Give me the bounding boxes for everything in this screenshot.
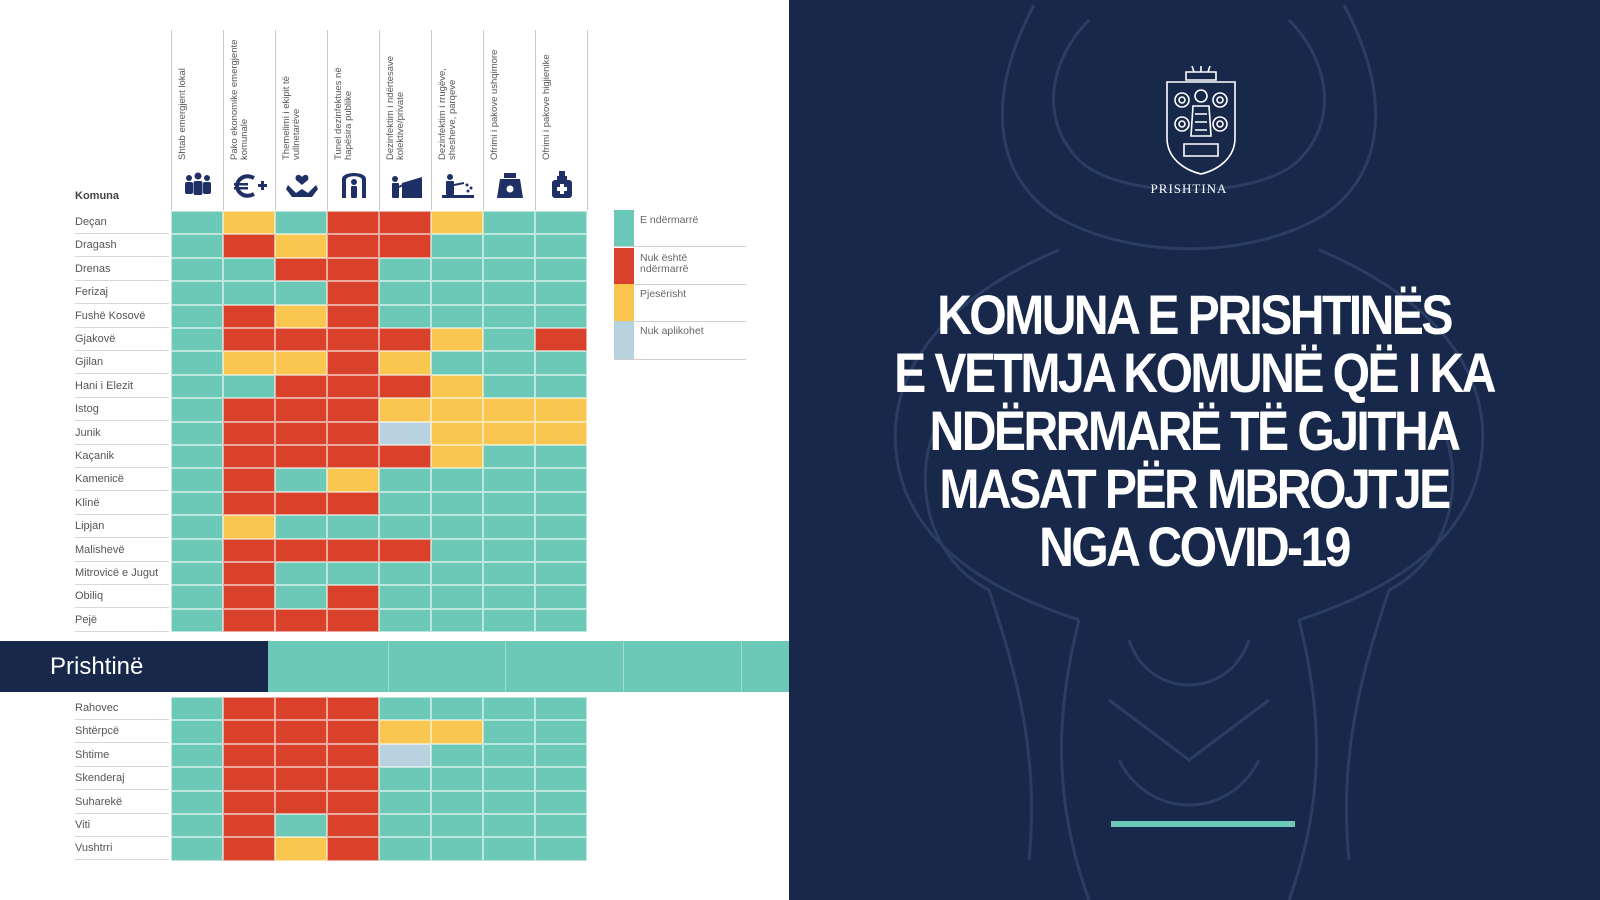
heatmap-cell [327, 791, 379, 814]
heatmap-cell [535, 258, 587, 281]
row-label: Vushtrri [75, 837, 169, 860]
heatmap-cell [275, 468, 327, 491]
title-panel [789, 0, 1600, 900]
heatmap-cell [379, 515, 431, 538]
heatmap-cell [431, 515, 483, 538]
heatmap-cell [379, 814, 431, 837]
heatmap-cell [379, 720, 431, 743]
heatmap-cell [275, 234, 327, 257]
heatmap-cell [223, 468, 275, 491]
heatmap-cell [431, 211, 483, 234]
heatmap-cell [223, 492, 275, 515]
row-label: Istog [75, 398, 169, 421]
heatmap-cell [171, 492, 223, 515]
heatmap-cell [483, 445, 535, 468]
heatmap-cell [223, 767, 275, 790]
headline-line: MASAT PËR MBROJTJE [939, 457, 1449, 520]
heatmap-cell [275, 281, 327, 304]
heatmap-cell [275, 837, 327, 860]
heatmap-cell [431, 445, 483, 468]
heatmap-cell [431, 814, 483, 837]
column-header [223, 30, 276, 210]
heatmap-cell [379, 492, 431, 515]
heatmap-cell [171, 258, 223, 281]
heatmap-cell [171, 398, 223, 421]
heatmap-cell [535, 744, 587, 767]
highlight-row-label: Prishtinë [0, 641, 268, 692]
heatmap-cell [223, 744, 275, 767]
heatmap-cell [275, 515, 327, 538]
highlight-row-divider [505, 641, 506, 692]
heatmap-cell [171, 375, 223, 398]
row-label: Junik [75, 422, 169, 445]
heatmap-cell [483, 697, 535, 720]
heatmap-cell [483, 585, 535, 608]
heatmap-cell [171, 837, 223, 860]
heatmap-cell [171, 791, 223, 814]
row-label: Hani i Elezit [75, 375, 169, 398]
highlight-row-strip [268, 641, 789, 692]
row-label: Skenderaj [75, 767, 169, 790]
heatmap-cell [431, 744, 483, 767]
heatmap-cell [535, 422, 587, 445]
heatmap-cell [171, 234, 223, 257]
heatmap-cell [223, 234, 275, 257]
heatmap-cell [431, 328, 483, 351]
heatmap-cell [223, 375, 275, 398]
heatmap-cell [171, 539, 223, 562]
heatmap-cell [431, 791, 483, 814]
heatmap-cell [535, 791, 587, 814]
heatmap-cell [535, 328, 587, 351]
heatmap-cell [275, 398, 327, 421]
column-header-label: Ofrimi i pakove higjienike [541, 54, 552, 160]
heatmap-cell [327, 422, 379, 445]
heatmap-cell [171, 468, 223, 491]
heatmap-cell [327, 281, 379, 304]
heatmap-cell [535, 767, 587, 790]
heatmap-cell [327, 492, 379, 515]
heatmap-cell [431, 562, 483, 585]
heatmap-cell [223, 609, 275, 632]
heatmap-cell [431, 351, 483, 374]
heatmap-cell [327, 814, 379, 837]
row-label: Gjakovë [75, 328, 169, 351]
heatmap-cell [327, 539, 379, 562]
heatmap-cell [535, 305, 587, 328]
headline [880, 283, 1508, 578]
heatmap-cell [223, 814, 275, 837]
column-header-label: Ofrimi i pakove ushqimore [489, 49, 500, 160]
row-label: Mitrovicë e Jugut [75, 562, 169, 585]
heatmap-cell [483, 234, 535, 257]
heatmap-cell [379, 468, 431, 491]
heatmap-cell [171, 585, 223, 608]
heatmap-cell [327, 375, 379, 398]
heatmap-cell [431, 492, 483, 515]
legend-swatch [614, 248, 634, 284]
heatmap-cell [535, 539, 587, 562]
row-label: Malishevë [75, 539, 169, 562]
column-header [275, 30, 328, 210]
euro-plus-icon [232, 171, 268, 204]
heatmap-cell [327, 234, 379, 257]
heatmap-cell [431, 375, 483, 398]
heatmap-cell [483, 814, 535, 837]
heatmap-cell [275, 351, 327, 374]
heatmap-cell [379, 791, 431, 814]
heatmap-cell [379, 328, 431, 351]
heatmap-cell [275, 305, 327, 328]
heatmap-cell [379, 281, 431, 304]
hands-heart-icon [284, 171, 320, 204]
heatmap-cell [483, 837, 535, 860]
highlight-row-divider [388, 641, 389, 692]
heatmap-cell [171, 744, 223, 767]
legend-swatch [614, 321, 634, 359]
heatmap-cell [171, 422, 223, 445]
heatmap-cell [483, 281, 535, 304]
row-label: Suharekë [75, 791, 169, 814]
heatmap-cell [327, 609, 379, 632]
heatmap-cell [379, 234, 431, 257]
accent-bar [1111, 821, 1295, 827]
heatmap-cell [171, 720, 223, 743]
heatmap-cell [223, 422, 275, 445]
legend-label: E ndërmarrë [640, 214, 699, 226]
headline-line: NDËRRMARË TË GJITHA [929, 399, 1459, 462]
row-label: Lipjan [75, 515, 169, 538]
row-label: Kamenicë [75, 468, 169, 491]
heatmap-cell [431, 585, 483, 608]
heatmap-cell [327, 562, 379, 585]
legend-divider [614, 246, 746, 247]
food-package-icon [492, 171, 528, 204]
heatmap-cell [275, 539, 327, 562]
heatmap-cell [327, 720, 379, 743]
heatmap-cell [483, 398, 535, 421]
heatmap-cell [275, 609, 327, 632]
heatmap-cell [223, 281, 275, 304]
heatmap-cell [431, 539, 483, 562]
heatmap-cell [171, 281, 223, 304]
heatmap-cell [535, 814, 587, 837]
heatmap-cell [327, 468, 379, 491]
heatmap-cell [431, 720, 483, 743]
heatmap-cell [483, 422, 535, 445]
heatmap-cell [535, 234, 587, 257]
column-header-label: Shtab emergjent lokal [177, 68, 188, 160]
heatmap-cell [535, 562, 587, 585]
hygiene-bottle-icon [544, 171, 580, 204]
heatmap-cell [379, 211, 431, 234]
column-header [431, 30, 484, 210]
heatmap-cell [535, 468, 587, 491]
heatmap-cell [275, 744, 327, 767]
legend-label: Nuk aplikohet [640, 325, 704, 337]
heatmap-cell [431, 281, 483, 304]
heatmap-cell [223, 791, 275, 814]
heatmap-cell [535, 585, 587, 608]
legend-label: Nuk është ndërmarrë [640, 252, 689, 275]
heatmap-cell [483, 375, 535, 398]
heatmap-cell [275, 814, 327, 837]
row-label: Fushë Kosovë [75, 305, 169, 328]
heatmap-cell [535, 375, 587, 398]
heatmap-cell [171, 767, 223, 790]
heatmap-cell [483, 468, 535, 491]
heatmap-cell [223, 445, 275, 468]
heatmap-cell [327, 305, 379, 328]
heatmap-cell [483, 767, 535, 790]
heatmap-cell [483, 720, 535, 743]
heatmap-cell [379, 609, 431, 632]
heatmap-cell [379, 305, 431, 328]
heatmap-cell [223, 211, 275, 234]
headline-line: KOMUNA E PRISHTINËS [937, 283, 1451, 346]
heatmap-cell [431, 305, 483, 328]
row-label: Klinë [75, 492, 169, 515]
heatmap-cell [379, 539, 431, 562]
heatmap-cell [379, 351, 431, 374]
headline-line: NGA COVID-19 [1039, 515, 1349, 578]
heatmap-cell [327, 837, 379, 860]
row-label: Shtime [75, 744, 169, 767]
heatmap-cell [379, 422, 431, 445]
heatmap-cell [275, 767, 327, 790]
heatmap-cell [275, 720, 327, 743]
heatmap-cell [431, 234, 483, 257]
prishtina-crest-icon [1164, 66, 1238, 176]
heatmap-cell [171, 562, 223, 585]
heatmap-cell [483, 258, 535, 281]
heatmap-cell [223, 697, 275, 720]
heatmap-cell [535, 837, 587, 860]
heatmap-cell [431, 258, 483, 281]
legend-swatch [614, 284, 634, 321]
heatmap-cell [431, 767, 483, 790]
heatmap-cell [171, 211, 223, 234]
column-header-label: Tunel dezinfektues në hapësira publike [333, 67, 354, 160]
heatmap-cell [327, 328, 379, 351]
heatmap-cell [223, 305, 275, 328]
heatmap-cell [483, 211, 535, 234]
heatmap-cell [431, 468, 483, 491]
headline-line: E VETMJA KOMUNË QË I KA [894, 341, 1494, 404]
heatmap-cell [327, 258, 379, 281]
heatmap-cell [223, 585, 275, 608]
heatmap-cell [275, 258, 327, 281]
heatmap-cell [535, 492, 587, 515]
row-label: Pejë [75, 609, 169, 632]
column-header [483, 30, 536, 210]
heatmap-cell [483, 539, 535, 562]
heatmap-cell [483, 744, 535, 767]
heatmap-cell [171, 515, 223, 538]
people-group-icon [180, 171, 216, 204]
heatmap-cell [171, 445, 223, 468]
heatmap-cell [223, 562, 275, 585]
heatmap-cell [275, 492, 327, 515]
heatmap-cell [379, 258, 431, 281]
heatmap-cell [223, 258, 275, 281]
heatmap-cell [275, 791, 327, 814]
heatmap-cell [223, 351, 275, 374]
legend-swatch [614, 210, 634, 246]
heatmap-cell [379, 562, 431, 585]
heatmap-cell [379, 375, 431, 398]
heatmap-cell [171, 814, 223, 837]
building-spray-icon [388, 171, 424, 204]
row-label: Shtërpcë [75, 720, 169, 743]
heatmap-cell [535, 720, 587, 743]
heatmap-cell [327, 211, 379, 234]
legend-divider [614, 359, 746, 360]
row-label: Kaçanik [75, 445, 169, 468]
heatmap-cell [379, 445, 431, 468]
column-header [379, 30, 432, 210]
heatmap-cell [535, 609, 587, 632]
row-label: Rahovec [75, 697, 169, 720]
legend-label: Pjesërisht [640, 288, 687, 300]
heatmap-cell [275, 422, 327, 445]
highlight-row-divider [741, 641, 742, 692]
row-label: Viti [75, 814, 169, 837]
row-header-komuna: Komuna [75, 190, 119, 202]
heatmap-cell [535, 697, 587, 720]
heatmap-cell [431, 697, 483, 720]
column-header [535, 30, 588, 210]
column-header-label: Dezinfektim i ndërtesave kolektive/private [385, 55, 406, 160]
heatmap-cell [327, 398, 379, 421]
heatmap-cell [379, 697, 431, 720]
heatmap-cell [483, 351, 535, 374]
heatmap-cell [327, 445, 379, 468]
column-header [327, 30, 380, 210]
heatmap-cell [223, 720, 275, 743]
column-border [587, 30, 588, 210]
heatmap-cell [379, 837, 431, 860]
heatmap-cell [483, 791, 535, 814]
heatmap-cell [535, 515, 587, 538]
heatmap-cell [171, 609, 223, 632]
heatmap-cell [275, 328, 327, 351]
heatmap-cell [275, 697, 327, 720]
heatmap-cell [223, 328, 275, 351]
heatmap-cell [483, 562, 535, 585]
column-header-label: Pako ekonomike emergjente komunale [229, 39, 250, 160]
heatmap-cell [275, 375, 327, 398]
heatmap-cell [535, 211, 587, 234]
heatmap-cell [431, 422, 483, 445]
row-label: Obiliq [75, 585, 169, 608]
heatmap-cell [275, 445, 327, 468]
row-label: Ferizaj [75, 281, 169, 304]
heatmap-cell [327, 515, 379, 538]
heatmap-cell [483, 305, 535, 328]
heatmap-cell [431, 609, 483, 632]
heatmap-cell [223, 398, 275, 421]
heatmap-cell [431, 837, 483, 860]
heatmap-cell [379, 767, 431, 790]
heatmap-cell [327, 351, 379, 374]
heatmap-cell [275, 562, 327, 585]
heatmap-cell [483, 609, 535, 632]
heatmap-cell [483, 492, 535, 515]
heatmap-cell [535, 351, 587, 374]
highlight-row-divider [623, 641, 624, 692]
row-label: Drenas [75, 258, 169, 281]
heatmap-cell [535, 281, 587, 304]
heatmap-cell [171, 351, 223, 374]
disinfection-tunnel-icon [336, 171, 372, 204]
heatmap-cell [379, 585, 431, 608]
column-header-label: Dezinfektim i rrugëve, shesheve, parqeve [437, 68, 458, 160]
column-header [171, 30, 224, 210]
heatmap-cell [379, 744, 431, 767]
row-label: Deçan [75, 211, 169, 234]
heatmap-cell [535, 398, 587, 421]
row-label: Dragash [75, 234, 169, 257]
heatmap-cell [275, 211, 327, 234]
heatmap-cell [171, 328, 223, 351]
heatmap-cell [223, 539, 275, 562]
heatmap-cell [379, 398, 431, 421]
heatmap-cell [171, 305, 223, 328]
heatmap-cell [171, 697, 223, 720]
heatmap-cell [327, 697, 379, 720]
heatmap-cell [223, 515, 275, 538]
heatmap-cell [275, 585, 327, 608]
heatmap-cell [431, 398, 483, 421]
column-header-label: Themelimi i ekipit të vullnetarëve [281, 76, 302, 160]
heatmap-cell [223, 837, 275, 860]
heatmap-cell [535, 445, 587, 468]
heatmap-cell [327, 744, 379, 767]
street-spray-icon [440, 171, 476, 204]
heatmap-cell [327, 767, 379, 790]
heatmap-panel [0, 0, 789, 900]
heatmap-cell [327, 585, 379, 608]
heatmap-cell [483, 515, 535, 538]
logo-text: PRISHTINA [1150, 181, 1228, 196]
heatmap-cell [483, 328, 535, 351]
row-label: Gjilan [75, 351, 169, 374]
